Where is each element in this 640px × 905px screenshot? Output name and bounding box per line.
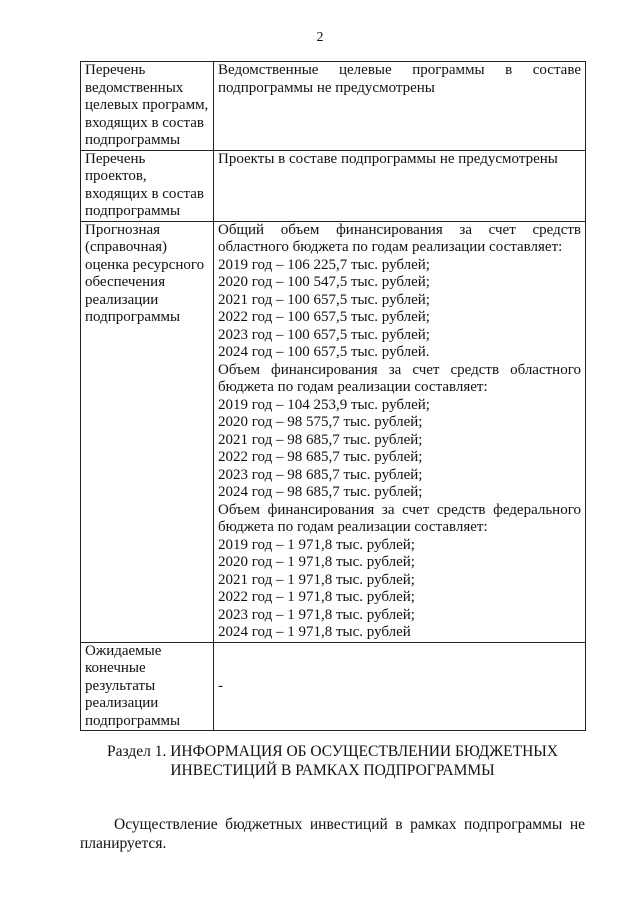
row-value-cell: [214, 642, 586, 731]
value-line: 2024 год – 98 685,7 тыс. рублей;: [218, 484, 423, 500]
section-title: [80, 742, 585, 780]
subprogram-passport-table: [80, 61, 586, 731]
row-label: Перечень проектов, входящих в состав подпрограммы: [85, 150, 204, 219]
value-line: 2019 год – 106 225,7 тыс. рублей;: [218, 256, 430, 273]
value-line: областного бюджета по годам реализации составляет:: [218, 239, 563, 255]
value-line: 2019 год – 1 971,8 тыс. рублей;: [218, 536, 415, 553]
value-line: 2022 год – 100 657,5 тыс. рублей;: [218, 309, 430, 325]
value-line: Объем финансирования за счет средств областного: [218, 361, 581, 378]
value-line: 2019 год – 104 253,9 тыс. рублей;: [218, 396, 430, 413]
value-line: 2021 год – 100 657,5 тыс. рублей;: [218, 291, 430, 308]
value-line: бюджета по годам реализации составляет:: [218, 379, 488, 395]
row-label-cell: [81, 150, 214, 221]
value-line: 2023 год – 1 971,8 тыс. рублей;: [218, 606, 415, 623]
row-label: Перечень ведомственных целевых программ, входящих в состав подпрограммы: [85, 62, 209, 148]
table-row: [81, 642, 586, 731]
table-row: [81, 62, 586, 151]
value-line: бюджета по годам реализации составляет:: [218, 519, 488, 535]
value-line: 2023 год – 98 685,7 тыс. рублей;: [218, 466, 423, 483]
table-row: [81, 221, 586, 642]
row-label: Прогнозная (справочная) оценка ресурсного обеспечения реализации подпрограммы: [85, 221, 205, 325]
value-line: Объем финансирования за счет средств федерального: [218, 501, 581, 518]
paragraph-line-2: планируется.: [80, 835, 167, 852]
value-line: Общий объем финансирования за счет средств: [218, 221, 581, 238]
value-line: 2024 год – 1 971,8 тыс. рублей: [218, 624, 411, 640]
section-title-line-1: Раздел 1. ИНФОРМАЦИЯ ОБ ОСУЩЕСТВЛЕНИИ БЮДЖЕТНЫХ: [107, 743, 558, 760]
page-number: 2: [316, 30, 324, 45]
value-text: -: [218, 677, 223, 694]
value-line: 2022 год – 98 685,7 тыс. рублей;: [218, 449, 423, 465]
value-line: 2024 год – 100 657,5 тыс. рублей.: [218, 344, 430, 360]
value-line: 2020 год – 1 971,8 тыс. рублей;: [218, 554, 415, 570]
row-value-cell: [214, 221, 586, 642]
value-line: Ведомственные целевые программы в составе: [218, 62, 581, 78]
paragraph-line-1: Осуществление бюджетных инвестиций в рамках подпрограммы не: [114, 816, 585, 833]
row-label-cell: [81, 642, 214, 731]
table-row: [81, 150, 586, 221]
row-value-cell: [214, 62, 586, 151]
value-line: Проекты в составе подпрограммы не предусмотрены: [218, 150, 558, 167]
row-value-cell: [214, 150, 586, 221]
value-line: 2023 год – 100 657,5 тыс. рублей;: [218, 326, 430, 343]
value-line: 2020 год – 98 575,7 тыс. рублей;: [218, 414, 423, 430]
value-line: 2021 год – 1 971,8 тыс. рублей;: [218, 571, 415, 588]
row-label-cell: [81, 221, 214, 642]
value-line: 2020 год – 100 547,5 тыс. рублей;: [218, 274, 430, 290]
value-line: подпрограммы не предусмотрены: [218, 79, 435, 96]
value-line: 2022 год – 1 971,8 тыс. рублей;: [218, 589, 415, 605]
row-label: Ожидаемые конечные результаты реализации подпрограммы: [85, 642, 181, 729]
section-title-line-2: ИНВЕСТИЦИЙ В РАМКАХ ПОДПРОГРАММЫ: [170, 762, 495, 779]
section-paragraph: [80, 815, 585, 853]
row-label-cell: [81, 62, 214, 151]
value-line: 2021 год – 98 685,7 тыс. рублей;: [218, 431, 423, 448]
